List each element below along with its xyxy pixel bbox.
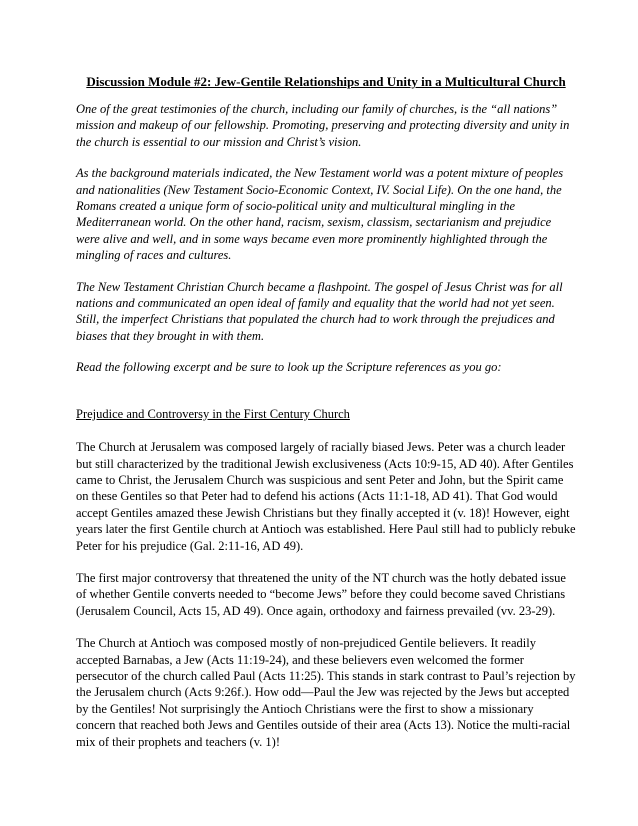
intro-paragraph-1: One of the great testimonies of the church, including our family of churches, is the “all nations” mission and makeup of our fellowship. Promoting, preserving and protecting diversity and unity in the church is essential to our mission and Christ’s vision. — [76, 102, 570, 149]
intro-paragraph-3: The New Testament Christian Church became a flashpoint. The gospel of Jesus Christ was for all nations and communicated an open ideal of family and equality that the world had not yet seen. Still, the imperfect Christians that populated the church had to work through the prejudices and biases that they brought in with them. — [76, 279, 563, 343]
body-paragraph-2: The first major controversy that threatened the unity of the NT church was the hotly debated issue of whether Gentile converts needed to “become Jews” before they could become saved Christians (Jerusalem Council, Acts 15, AD 49). Once again, orthodoxy and fairness prevailed (vv. 23-29). — [76, 570, 566, 618]
document-page — [76, 74, 576, 766]
intro-paragraph-4: Read the following excerpt and be sure to look up the Scripture references as you go: — [76, 360, 502, 375]
body-paragraph-1: The Church at Jerusalem was composed largely of racially biased Jews. Peter was a church leader but still characterized by the traditional Jewish exclusiveness (Acts 10:9-15, AD 40). After Gentiles came to Christ, the Jerusalem Church was suspicious and sent Peter and John, but the Spirit came on these Gentiles so that Peter had to defend his actions (Acts 11:1-18, AD 41). That God would accept Gentiles amazed these Jewish Christians but they finally accepted it (v. 18)! However, eight years later the first Gentile church at Antioch was established. Here Paul still had to publicly rebuke Peter for his prejudice (Gal. 2:11-16, AD 49). — [76, 440, 576, 553]
section-heading: Prejudice and Controversy in the First Century Church — [76, 406, 350, 421]
intro-paragraph-2: As the background materials indicated, the New Testament world was a potent mixture of peoples and nationalities (New Testament Socio-Economic Context, IV. Social Life). On the one hand, the Romans created a unique form of socio-political unity and multicultural mingling in the Mediterranean world. On the other hand, racism, sexism, classism, sectarianism and prejudice were alive and well, and in some ways became even more prominently highlighted through the mingling of races and cultures. — [76, 166, 564, 263]
body-paragraph-3: The Church at Antioch was composed mostly of non-prejudiced Gentile believers. It readily accepted Barnabas, a Jew (Acts 11:19-24), and these believers even welcomed the former persecutor of the church called Paul (Acts 11:25). This stands in stark contrast to Paul’s rejection by the Jerusalem church (Acts 9:26f.). How odd—Paul the Jew was rejected by the Jews but accepted by the Gentiles! Not surprisingly the Antioch Christians were the first to show a missionary concern that reached both Jews and Gentiles outside of their area (Acts 13). Notice the multi-racial mix of their prophets and teachers (v. 1)! — [76, 636, 576, 749]
document-title: Discussion Module #2: Jew-Gentile Relationships and Unity in a Multicultural Church — [86, 74, 566, 89]
